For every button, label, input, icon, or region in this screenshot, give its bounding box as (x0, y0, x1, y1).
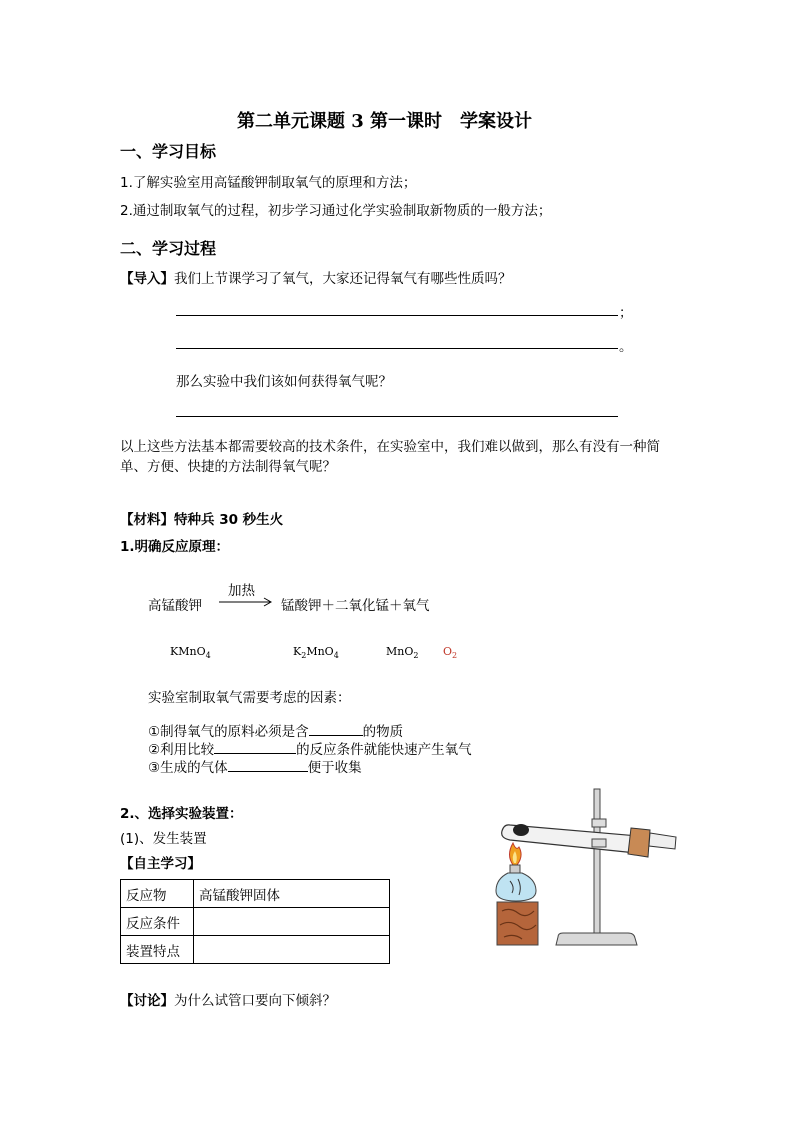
alcohol-lamp-icon (496, 865, 536, 901)
table-cell: 反应物 (121, 880, 194, 908)
intro-text: 我们上节课学习了氧气，大家还记得氧气有哪些性质吗？ (174, 271, 512, 287)
factor-3: ③生成的气体 便于收集 (148, 760, 362, 776)
factor-1-blank[interactable] (309, 722, 363, 736)
iron-stand-icon (556, 789, 637, 945)
reaction-arrow-icon (218, 596, 274, 608)
factor-1: ①制得氧气的原料必须是含 的物质 (148, 724, 404, 740)
reaction-products: 锰酸钾＋二氧化锰＋氧气 (281, 598, 430, 614)
section-heading-goals: 一、学习目标 (120, 142, 217, 161)
step1-heading: 1.明确反应原理： (120, 539, 230, 555)
test-tube-icon (502, 819, 676, 857)
apparatus-table (120, 879, 390, 964)
intro-tag: 【导入】 (120, 271, 174, 287)
table-row (121, 936, 390, 964)
table-cell: 高锰酸钾固体 (194, 880, 390, 908)
flame-icon (510, 843, 522, 865)
step2-heading: 2.、选择实验装置： (120, 806, 243, 822)
table-row (121, 880, 390, 908)
material-tag: 【材料】特种兵 30 秒生火 (120, 512, 284, 528)
answer-line-1[interactable] (176, 315, 618, 316)
paragraph-line-2: 单、方便、快捷的方法制得氧气呢？ (120, 459, 336, 475)
formula-k2mno4: $K_2MnO_4$ (293, 645, 339, 661)
discussion-paragraph (120, 989, 336, 1009)
answer-line-1-end: ； (619, 305, 633, 321)
apparatus-illustration (488, 783, 678, 953)
section-heading-process: 二、学习过程 (120, 239, 217, 258)
table-cell: 反应条件 (121, 908, 194, 936)
discuss-text: 为什么试管口要向下倾斜？ (174, 993, 336, 1009)
answer-line-3[interactable] (176, 416, 618, 417)
intro-paragraph (120, 267, 512, 287)
factor-2: ②利用比较 的反应条件就能快速产生氧气 (148, 742, 472, 758)
generator-subheading: (1)、发生装置 (120, 831, 207, 847)
question-text: 那么实验中我们该如何获得氧气呢？ (176, 374, 392, 390)
formula-kmno4: KMnO$_4$ (170, 645, 211, 661)
goal-item-1: 1.了解实验室用高锰酸钾制取氧气的原理和方法； (120, 175, 417, 191)
goal-item-2: 2.通过制取氧气的过程，初步学习通过化学实验制取新物质的一般方法； (120, 203, 552, 219)
table-row (121, 908, 390, 936)
solid-reactant-icon (513, 824, 529, 836)
wooden-block-icon (497, 902, 538, 945)
factor-3-blank[interactable] (228, 758, 308, 772)
self-study-tag: 【自主学习】 (120, 856, 201, 872)
factors-title: 实验室制取氧气需要考虑的因素： (148, 690, 351, 706)
paragraph-line-1: 以上这些方法基本都需要较高的技术条件，在实验室中，我们难以做到，那么有没有一种简 (120, 439, 660, 455)
answer-line-2-end: 。 (619, 339, 633, 355)
formula-o2: $O_2$ (443, 645, 458, 661)
discuss-tag: 【讨论】 (120, 993, 174, 1009)
answer-line-2[interactable] (176, 348, 618, 349)
table-cell: 装置特点 (121, 936, 194, 964)
table-cell-input[interactable] (194, 908, 390, 936)
reaction-reactant: 高锰酸钾 (148, 598, 202, 614)
table-cell-input[interactable] (194, 936, 390, 964)
page-title: 第二单元课题 3 第一课时 学案设计 (237, 111, 533, 132)
reaction-condition: 加热 (228, 583, 255, 599)
factor-2-blank[interactable] (214, 740, 296, 754)
formula-mno2: MnO$_2$ (386, 645, 419, 661)
